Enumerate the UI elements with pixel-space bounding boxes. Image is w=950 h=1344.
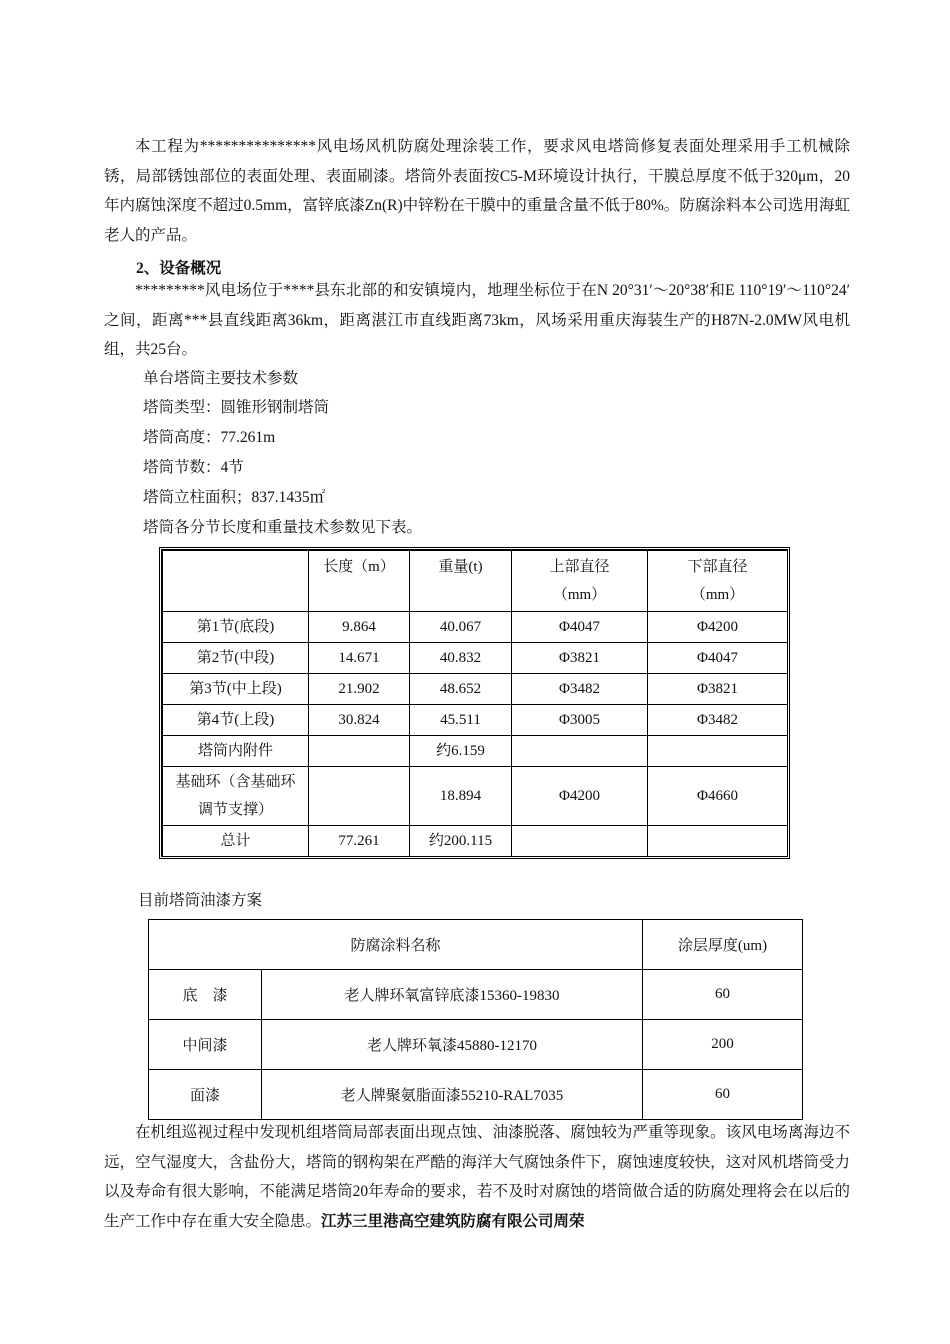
coat-layer-cell: 底 漆 <box>149 970 262 1020</box>
table-cell: 77.261 <box>309 826 410 857</box>
table-cell: 40.067 <box>410 612 512 643</box>
header-cell: 长度（m） <box>309 551 410 612</box>
table-cell: 第1节(底段) <box>163 612 309 643</box>
table-row <box>163 643 788 674</box>
table-cell: Φ4047 <box>512 612 648 643</box>
company-name: 江苏三里港高空建筑防腐有限公司周荣 <box>321 1212 585 1230</box>
table-intro: 塔筒各分节长度和重量技术参数见下表。 <box>143 519 423 536</box>
table-cell: 30.824 <box>309 705 410 736</box>
closing-text: 在机组巡视过程中发现机组塔筒局部表面出现点蚀、油漆脱落、腐蚀较为严重等现象。该风电场离海边不远，空气湿度大，含盐份大，塔筒的钢构架在严酷的海洋大气腐蚀条件下，腐蚀速度较快，这对风机塔筒受力以及寿命有很大影响，不能满足塔筒20年寿命的要求，若不及时对腐蚀的塔筒做合适的防腐处理将会在以后的生产工作中存在重大安全隐患。 <box>104 1124 850 1230</box>
params-title: 单台塔筒主要技术参数 <box>143 370 299 387</box>
table-cell: 40.832 <box>410 643 512 674</box>
table-cell <box>309 767 410 826</box>
table-cell: Φ4047 <box>648 643 788 674</box>
table-cell: Φ4660 <box>648 767 788 826</box>
table-cell: Φ3482 <box>512 674 648 705</box>
param-height: 塔筒高度：77.261m <box>143 429 276 446</box>
table-cell: 第2节(中段) <box>163 643 309 674</box>
table-cell: 第4节(上段) <box>163 705 309 736</box>
paint-row <box>149 970 803 1020</box>
table-cell: Φ3821 <box>512 643 648 674</box>
coat-thickness-cell: 60 <box>643 1070 803 1120</box>
table-cell <box>648 736 788 767</box>
coat-thickness-cell: 200 <box>643 1020 803 1070</box>
table-row <box>163 826 788 857</box>
coat-layer-cell: 中间漆 <box>149 1020 262 1070</box>
table-cell: 基础环（含基础环调节支撑） <box>163 767 309 826</box>
coat-layer-cell: 面漆 <box>149 1070 262 1120</box>
table-row <box>163 705 788 736</box>
coat-thickness-cell: 60 <box>643 970 803 1020</box>
table-cell: 9.864 <box>309 612 410 643</box>
table-row <box>163 736 788 767</box>
paint-scheme-table <box>148 919 803 1120</box>
closing-paragraph <box>104 1118 850 1236</box>
table-cell: 14.671 <box>309 643 410 674</box>
overview-paragraph: *********风电场位于****县东北部的和安镇境内，地理坐标位于在N 20°31′～20°38′和E 110°19′～110°24′之间，距离***县直线距离36km，距离湛江市直线距离73km，风场采用重庆海装生产的H87N-2.0MW风电机组，共25台。 <box>104 282 850 358</box>
table-cell: 48.652 <box>410 674 512 705</box>
table-cell: Φ3005 <box>512 705 648 736</box>
table-cell <box>512 736 648 767</box>
table-cell <box>512 826 648 857</box>
table-cell: 约6.159 <box>410 736 512 767</box>
table-cell: Φ3821 <box>648 674 788 705</box>
table-cell: 21.902 <box>309 674 410 705</box>
tower-spec-table-frame <box>159 547 790 859</box>
table-row <box>163 767 788 826</box>
param-area: 塔筒立柱面积；837.1435㎡ <box>143 489 326 506</box>
table-cell: Φ4200 <box>512 767 648 826</box>
table-cell: 18.894 <box>410 767 512 826</box>
table-cell: 45.511 <box>410 705 512 736</box>
coat-product-cell: 老人牌聚氨脂面漆55210-RAL7035 <box>262 1070 643 1120</box>
section-heading: 2、设备概况 <box>136 260 222 277</box>
table-cell <box>648 826 788 857</box>
header-cell: 涂层厚度(um) <box>643 920 803 970</box>
table-row <box>163 674 788 705</box>
intro-paragraph: 本工程为***************风电场风机防腐处理涂装工作，要求风电塔筒修复表面处理采用手工机械除锈，局部锈蚀部位的表面处理、表面刷漆。塔筒外表面按C5-M环境设计执行，干膜总厚度不低于320μm，20年内腐蚀深度不超过0.5mm，富锌底漆Zn(R)中锌粉在干膜中的重量含量不低于80%。防腐涂料本公司选用海虹老人的产品。 <box>104 138 850 244</box>
table-cell: 塔筒内附件 <box>163 736 309 767</box>
header-cell: 下部直径（mm） <box>648 551 788 612</box>
paint-plan-title: 目前塔筒油漆方案 <box>138 892 263 909</box>
header-cell: 上部直径（mm） <box>512 551 648 612</box>
coat-product-cell: 老人牌环氧漆45880-12170 <box>262 1020 643 1070</box>
table-cell: Φ3482 <box>648 705 788 736</box>
table-cell: 约200.115 <box>410 826 512 857</box>
paint-row <box>149 1070 803 1120</box>
table-header-row <box>163 551 788 612</box>
coat-product-cell: 老人牌环氧富锌底漆15360-19830 <box>262 970 643 1020</box>
paint-row <box>149 1020 803 1070</box>
param-type: 塔筒类型：圆锥形钢制塔筒 <box>143 399 330 416</box>
table-row <box>163 612 788 643</box>
header-cell: 防腐涂料名称 <box>149 920 643 970</box>
table-cell: 第3节(中上段) <box>163 674 309 705</box>
header-cell: 重量(t) <box>410 551 512 612</box>
param-sections: 塔筒节数：4节 <box>143 459 244 476</box>
paint-header-row <box>149 920 803 970</box>
tower-spec-table <box>162 550 788 857</box>
header-cell <box>163 551 309 612</box>
table-cell <box>309 736 410 767</box>
table-cell: Φ4200 <box>648 612 788 643</box>
table-cell: 总计 <box>163 826 309 857</box>
